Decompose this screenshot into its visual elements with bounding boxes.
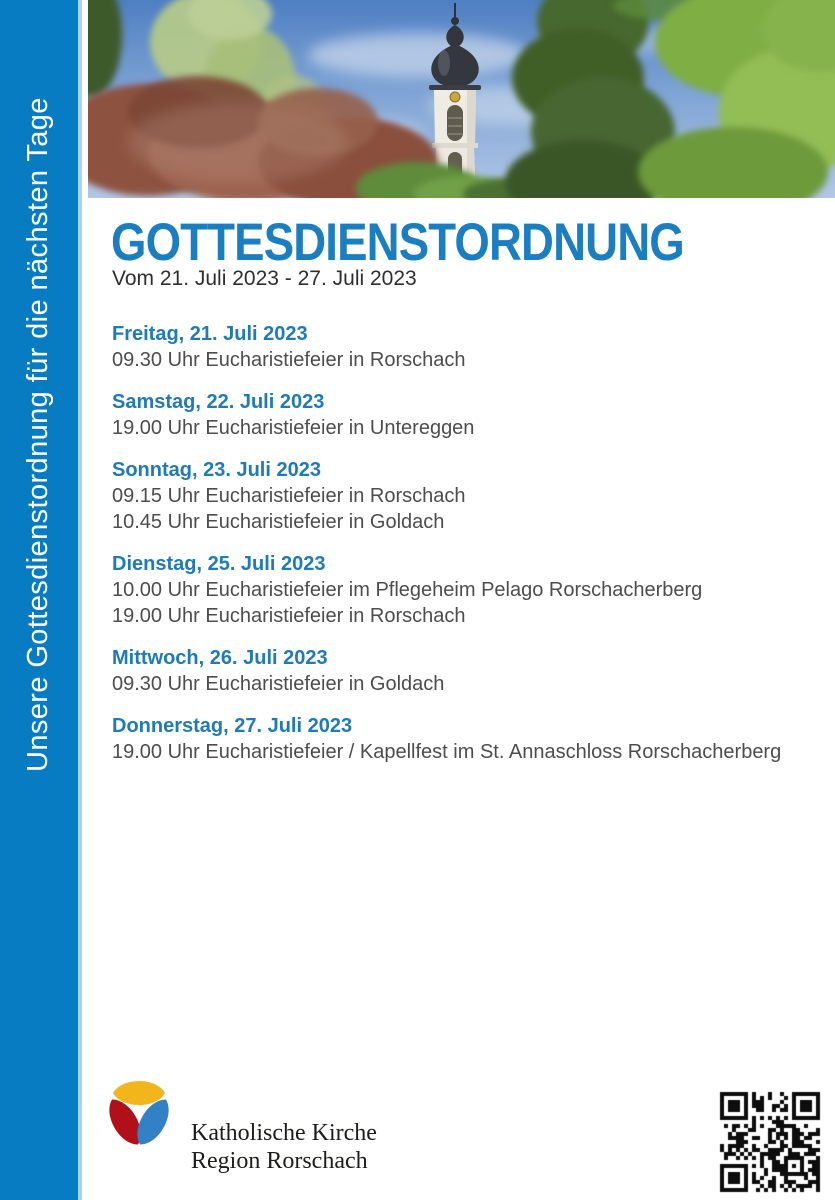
schedule-day-block — [112, 457, 824, 535]
service-entry: 19.00 Uhr Eucharistiefeier / Kapellfest im St. Annaschloss Rorschacherberg — [112, 741, 782, 763]
service-entry: 19.00 Uhr Eucharistiefeier in Untereggen — [112, 417, 475, 439]
logo-petal-top — [113, 1081, 165, 1105]
schedule-day-block — [112, 645, 824, 697]
service-entry: 09.30 Uhr Eucharistiefeier in Rorschach — [112, 349, 466, 371]
service-entry: 10.00 Uhr Eucharistiefeier im Pflegeheim Pelago Rorschacherberg — [112, 579, 703, 601]
qr-code — [714, 1086, 826, 1198]
schedule-day-block — [112, 551, 824, 629]
day-heading: Mittwoch, 26. Juli 2023 — [112, 647, 328, 669]
organization-name — [191, 1119, 377, 1175]
schedule-day-block — [112, 713, 824, 765]
church-photo-illustration — [88, 0, 835, 198]
organization-name-line1: Katholische Kirche — [191, 1120, 377, 1146]
church-region-logo — [106, 1077, 172, 1147]
page-title: GOTTESDIENSTORDNUNG — [111, 213, 684, 272]
schedule-day-block — [112, 321, 824, 373]
schedule-list — [112, 321, 824, 781]
organization-name-line2: Region Rorschach — [191, 1148, 368, 1174]
day-heading: Sonntag, 23. Juli 2023 — [112, 459, 321, 481]
day-heading: Freitag, 21. Juli 2023 — [112, 323, 308, 345]
date-range: Vom 21. Juli 2023 - 27. Juli 2023 — [112, 267, 417, 290]
church-photo — [88, 0, 835, 198]
day-heading: Dienstag, 25. Juli 2023 — [112, 553, 326, 575]
service-entry: 10.45 Uhr Eucharistiefeier in Goldach — [112, 511, 445, 533]
day-heading: Donnerstag, 27. Juli 2023 — [112, 715, 353, 737]
schedule-day-block — [112, 389, 824, 441]
day-heading: Samstag, 22. Juli 2023 — [112, 391, 325, 413]
service-entry: 09.15 Uhr Eucharistiefeier in Rorschach — [112, 485, 466, 507]
sidebar-vertical-text: Unsere Gottesdienstordnung für die nächsten Tage — [22, 97, 54, 772]
sidebar-accent-line — [78, 0, 82, 1200]
service-entry: 09.30 Uhr Eucharistiefeier in Goldach — [112, 673, 445, 695]
service-entry: 19.00 Uhr Eucharistiefeier in Rorschach — [112, 605, 466, 627]
